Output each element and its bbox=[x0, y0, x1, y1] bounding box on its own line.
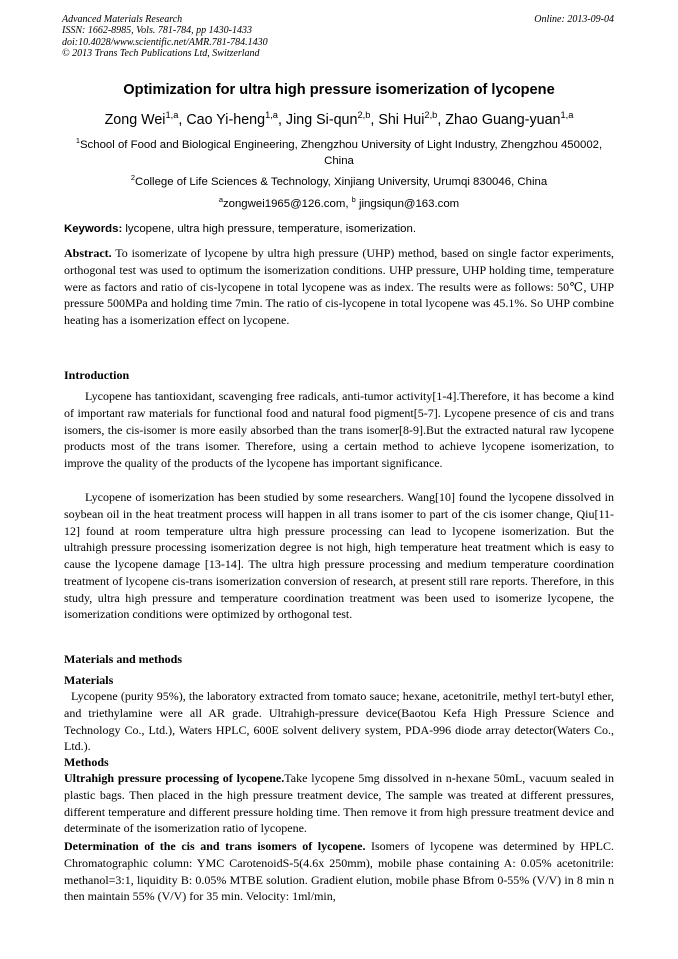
author-sup: 2,b bbox=[357, 110, 371, 121]
author-sep: , bbox=[370, 112, 379, 128]
author-sep: , bbox=[277, 112, 286, 128]
author: Jing Si-qun bbox=[285, 112, 358, 128]
introduction-paragraph-1: Lycopene has tantioxidant, scavenging free radicals, anti-tumor activity[1-4].Therefore, it has become a kind of important raw materials for functional food and natural food pigment[5-7]. Lycopene presence of cis and trans isomers, the cis-isomer is more easily absorbed than the trans isomer[8-9].But the extracted natural raw lycopene products most of the trans isomer. Therefore, using a certain method to achieve lycopene isomerization, to improve the quality of the products of the lycopene has important significance. bbox=[64, 389, 614, 470]
author-sep: , bbox=[437, 112, 446, 128]
author: Zhao Guang-yuan bbox=[445, 112, 561, 128]
online-date: Online: 2013-09-04 bbox=[534, 14, 614, 25]
introduction-paragraph-2: Lycopene of isomerization has been studied by some researchers. Wang[10] found the lycopene dissolved in soybean oil in the heat treatment process will happen in all trans isomer to part of the cis isomer change, Qiu[11-12] found at room temperature ultra high pressure processing can lead to lycopene isomerization. But the ultrahigh pressure processing isomerization degree is not high, high temperature heat treatment which is easy to cause the lycopene damage [13-14]. The ultra high pressure processing and medium temperature coordination treatment of lycopene cis-trans isomerization conversion of research, at present still rare reports. Therefore, in this study, ultra high pressure and temperature coordination treatment was been used to isomerize lycopene, the isomerization conditions were optimized by orthogonal test. bbox=[64, 490, 614, 622]
determination-label: Determination of the cis and trans isomers of lycopene. bbox=[64, 839, 366, 853]
author-sep: , bbox=[178, 112, 187, 128]
materials-heading: Materials bbox=[64, 673, 114, 687]
email-a-sup: a bbox=[218, 195, 223, 205]
abstract-label: Abstract. bbox=[64, 246, 112, 260]
materials-paragraph: Lycopene (purity 95%), the laboratory extracted from tomato sauce; hexane, acetonitrile, methyl tert-butyl ether, and triethylamine were all AR grade. Ultrahigh-pressure device(Baotou Kefa High Pressure Science and Technology Co., Ltd.), Waters HPLC, 600E solvent delivery system, PDA-996 diode array detector(Waters Co., Ltd.). bbox=[64, 689, 614, 754]
affiliation-1-text: School of Food and Biological Engineering, Zhengzhou University of Light Industry, Zhengzhou 450002, China bbox=[79, 139, 603, 167]
author: Shi Hui bbox=[378, 112, 425, 128]
affiliation-1 bbox=[64, 137, 614, 169]
determination-paragraph bbox=[64, 838, 614, 905]
doi-line: doi:10.4028/www.scientific.net/AMR.781-784.1430 bbox=[62, 36, 268, 48]
email-a[interactable]: zongwei1965@126.com, bbox=[222, 198, 352, 210]
email-b-sup: b bbox=[351, 195, 356, 205]
author: Cao Yi-heng bbox=[186, 112, 266, 128]
affiliation-2-text: College of Life Sciences & Technology, Xinjiang University, Urumqi 830046, China bbox=[134, 176, 548, 188]
uhp-processing-paragraph bbox=[64, 770, 614, 837]
abstract bbox=[64, 245, 614, 329]
uhp-processing-text: Take lycopene 5mg dissolved in n-hexane 50mL, vacuum sealed in plastic bags. Then placed in the high pressure treatment device, The sample was treated at different pressures, different temperature and different pressure holding time. Then remove it from high pressure treatment device and determinate of the isomerization ratio of lycopene. bbox=[64, 771, 614, 836]
email-line bbox=[64, 196, 614, 212]
journal-header bbox=[62, 14, 268, 60]
author-sup: 1,a bbox=[265, 110, 278, 121]
issn-line: ISSN: 1662-8985, Vols. 781-784, pp 1430-1433 bbox=[62, 25, 252, 37]
affiliation-2-sup: 2 bbox=[130, 173, 135, 183]
author-sup: 1,a bbox=[560, 110, 574, 121]
affiliation-1-sup: 1 bbox=[75, 136, 80, 146]
copyright-line: © 2013 Trans Tech Publications Ltd, Switzerland bbox=[62, 48, 260, 60]
keywords-label: Keywords: bbox=[64, 223, 123, 235]
affiliation-2 bbox=[64, 174, 614, 190]
author-sup: 2,b bbox=[424, 110, 438, 121]
methods-subheading: Methods bbox=[64, 755, 109, 769]
author-sup: 1,a bbox=[165, 110, 179, 121]
paper-title: Optimization for ultra high pressure isomerization of lycopene bbox=[123, 82, 555, 98]
email-b[interactable]: jingsiqun@163.com bbox=[355, 198, 460, 210]
uhp-processing-label: Ultrahigh pressure processing of lycopene. bbox=[64, 771, 285, 785]
journal-name: Advanced Materials Research bbox=[62, 14, 183, 25]
author-list bbox=[0, 112, 678, 128]
author: Zong Wei bbox=[104, 112, 166, 128]
determination-text: Isomers of lycopene was determined by HPLC. Chromatographic column: YMC CarotenoidS-5(4.6x 250mm), mobile phase containing A: 0.05% acetonitrile: methanol=3:1, liquidity B: 0.05% MTBE solution. Gradient elution, mobile phase Bfrom 0-55% (V/V) in 8 min n then maintain 55% (V/V) for 35 min. Velocity: 1ml/min, bbox=[64, 839, 614, 904]
methods-heading: Materials and methods bbox=[64, 652, 182, 666]
keywords bbox=[64, 223, 614, 235]
keywords-text: lycopene, ultra high pressure, temperature, isomerization. bbox=[122, 223, 417, 235]
abstract-text: To isomerizate of lycopene by ultra high pressure (UHP) method, based on single factor experiments, orthogonal test was used to optimum the isomerization conditions. UHP pressure, UHP holding time, temperature were as factors and ratio of cis-lycopene in total lycopene was as index. The results were as follows: 50℃, UHP pressure 500MPa and holding time 7min. The ratio of cis-lycopene in total lycopene was 45.1%. So UHP combine heating has a isomerization effect on lycopene. bbox=[64, 246, 614, 327]
introduction-heading: Introduction bbox=[64, 368, 130, 382]
